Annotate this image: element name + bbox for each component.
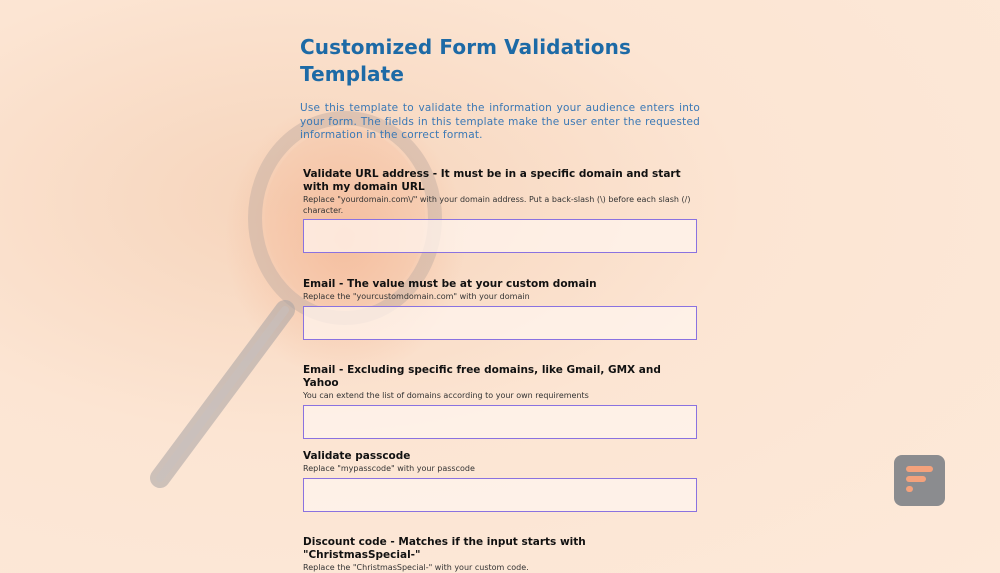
page-title-line-1: Customized Form Validations [300,35,631,59]
field-discount-code [303,536,697,573]
field-label: Validate passcode [303,450,411,462]
form-header [300,34,700,143]
formaloo-badge-button[interactable] [894,455,945,506]
email-custom-domain-input[interactable] [303,306,697,340]
formaloo-logo-icon [894,455,945,506]
page-title [300,34,700,88]
url-input[interactable] [303,219,697,253]
field-url-validation [303,168,697,253]
field-label: Email - Excluding specific free domains, like Gmail, GMX and Yahoo [303,364,661,389]
field-label: Email - The value must be at your custom domain [303,278,597,290]
page-description: Use this template to validate the information your audience enters into your form. The fields in this template make the user enter the requested information in the correct format. [300,102,700,141]
field-help-text: Replace the "yourcustomdomain.com" with your domain [303,292,530,301]
field-help-text: Replace "yourdomain.com\/" with your domain address. Put a back-slash (\) before each slash (/) character. [303,195,691,215]
field-passcode [303,450,697,512]
field-label: Validate URL address - It must be in a specific domain and start with my domain URL [303,168,681,193]
field-help-text: Replace "mypasscode" with your passcode [303,464,475,473]
field-label: Discount code - Matches if the input starts with "ChristmasSpecial-" [303,536,586,561]
email-excluding-free-domains-input[interactable] [303,405,697,439]
page-title-line-2: Template [300,62,404,86]
field-help-text: You can extend the list of domains according to your own requirements [303,391,589,400]
field-email-excluding-free-domains [303,364,697,439]
passcode-input[interactable] [303,478,697,512]
field-email-custom-domain [303,278,697,340]
field-help-text: Replace the "ChristmasSpecial-" with your custom code. [303,563,529,572]
